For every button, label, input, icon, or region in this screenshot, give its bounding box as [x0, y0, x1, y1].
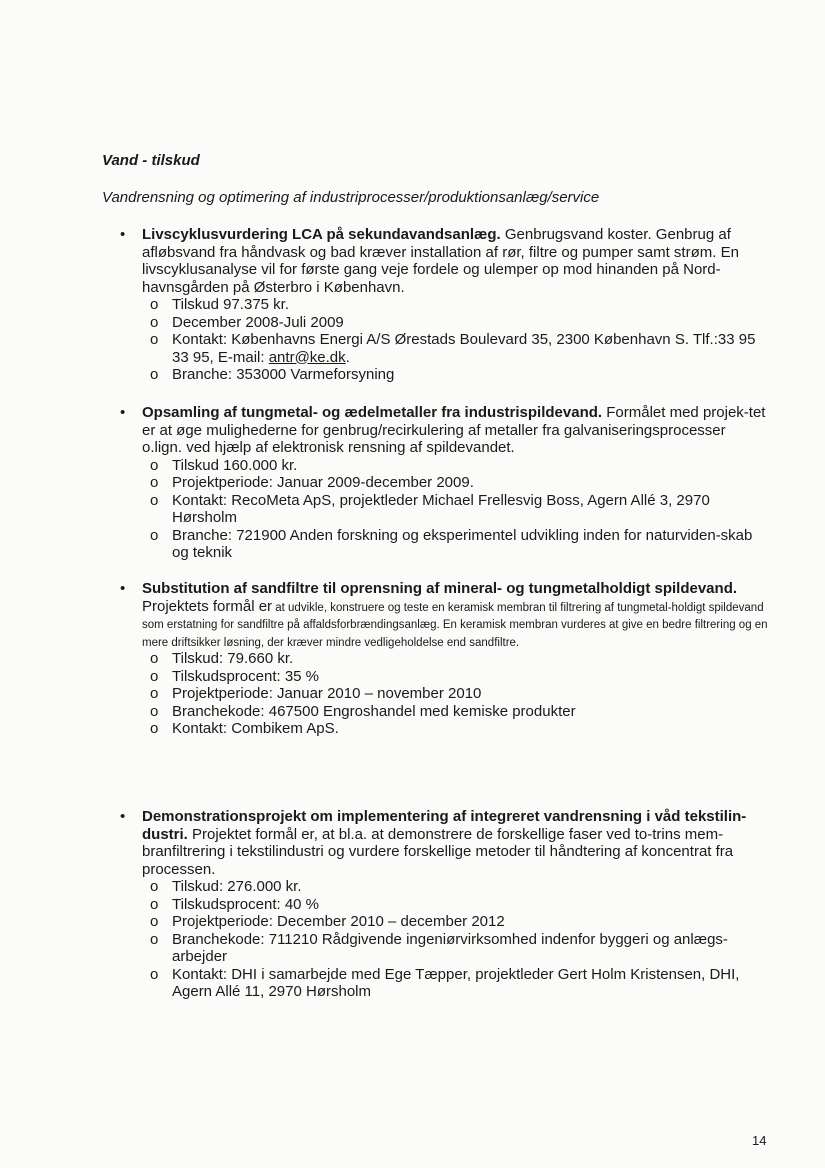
- circle-bullet-icon: o: [150, 456, 159, 474]
- circle-bullet-icon: o: [150, 313, 159, 331]
- list-item: o Projektperiode: December 2010 – december 2012: [150, 913, 505, 930]
- project-1-details: [120, 296, 768, 384]
- circle-bullet-icon: o: [150, 930, 159, 948]
- list-item: o Tilskudsprocent: 40 %: [150, 895, 320, 913]
- project-3-title: Substitution af sandfiltre til oprensning af mineral- og tungmetalholdigt spildevand.: [142, 580, 738, 597]
- circle-bullet-icon: o: [150, 331, 159, 348]
- project-2-details: [120, 457, 768, 562]
- circle-bullet-icon: o: [150, 296, 159, 313]
- circle-bullet-icon: o: [150, 474, 159, 491]
- bullet-icon: •: [120, 580, 126, 597]
- bullet-icon: •: [120, 808, 126, 825]
- list-item: o Tilskud 160.000 kr.: [150, 456, 298, 474]
- list-item: o Projektperiode: Januar 2010 – november 2010: [150, 685, 482, 702]
- project-3: [120, 580, 768, 738]
- circle-bullet-icon: o: [150, 685, 159, 702]
- list-item: o Tilskud 97.375 kr.: [150, 296, 290, 313]
- project-3-details: [120, 650, 768, 738]
- project-4-title: Demonstrationsprojekt om implementering af integreret vandrensning i våd tekstilin-dustri.: [142, 808, 747, 843]
- circle-bullet-icon: o: [150, 878, 159, 895]
- project-2-title: Opsamling af tungmetal- og ædelmetaller fra industrispildevand.: [142, 404, 603, 421]
- list-item: o Kontakt: Københavns Energi A/S Ørestads Boulevard 35, 2300 København S. Tlf.:33 95 33 95, E-mail: antr@ke.dk.: [150, 331, 756, 366]
- section-subheading: Vandrensning og optimering af industriprocesser/produktionsanlæg/service: [102, 189, 600, 206]
- list-item: o Branchekode: 467500 Engroshandel med kemiske produkter: [150, 702, 576, 720]
- circle-bullet-icon: o: [150, 491, 159, 509]
- list-item: o Tilskudsprocent: 35 %: [150, 667, 320, 685]
- list-item: o Tilskud: 79.660 kr.: [150, 650, 294, 667]
- project-1: [120, 226, 768, 384]
- list-item: o Kontakt: Combikem ApS.: [150, 720, 339, 737]
- project-1-summary: [120, 226, 768, 296]
- bullet-icon: •: [120, 404, 126, 421]
- project-3-summary: [120, 580, 768, 650]
- bullet-icon: •: [120, 226, 126, 243]
- project-2-description: Formålet med projek-tet er at øge mulighederne for genbrug/recirkulering af metaller fra galvaniseringsprocesser o.lign. ved hjælp af elektronisk rensning af spildevandet.: [142, 404, 766, 456]
- list-item: o Tilskud: 276.000 kr.: [150, 878, 302, 895]
- circle-bullet-icon: o: [150, 526, 159, 544]
- project-2: [120, 404, 768, 562]
- project-3-description-lead: Projektets formål er: [142, 597, 273, 615]
- project-4: [120, 808, 768, 1001]
- list-item: o Branche: 721900 Anden forskning og eksperimentel udvikling inden for naturviden-skab og teknik: [150, 526, 753, 561]
- project-2-summary: [120, 404, 768, 457]
- circle-bullet-icon: o: [150, 667, 159, 685]
- project-4-description: Projektet formål er, at bl.a. at demonstrere de forskellige faser ved to-trins mem-branfiltrering i tekstilindustri og vurdere forskellige metoder til håndtering af koncentrat fra processen.: [142, 825, 734, 878]
- project-3-description: at udvikle, konstruere og teste en keramisk membran til filtrering af tungmetal-holdigt spildevand som erstatning for sandfiltre på affaldsforbrændingsanlæg. En keramisk membran vurderes at give en bedre filtrering og en mere driftsikker løsning, der kræver mindre vedligeholdelse end sandfiltre.: [142, 601, 768, 649]
- list-item: o December 2008-Juli 2009: [150, 313, 344, 331]
- email-link[interactable]: antr@ke.dk: [268, 348, 346, 366]
- circle-bullet-icon: o: [150, 650, 159, 667]
- project-4-summary: [120, 808, 768, 878]
- list-item: o Kontakt: RecoMeta ApS, projektleder Michael Frellesvig Boss, Agern Allé 3, 2970 Hørsholm: [150, 491, 710, 526]
- circle-bullet-icon: o: [150, 913, 159, 930]
- circle-bullet-icon: o: [150, 895, 159, 913]
- list-item: o Branchekode: 711210 Rådgivende ingeniørvirksomhed indenfor byggeri og anlægs-arbejder: [150, 930, 728, 965]
- list-item: o Projektperiode: Januar 2009-december 2009.: [150, 474, 474, 491]
- circle-bullet-icon: o: [150, 366, 159, 383]
- project-1-description: Genbrugsvand koster. Genbrug af afløbsvand fra håndvask og bad kræver installation af rør, filtre og pumper samt strøm. En livscyklusanalyse vil for første gang veje fordele og ulemper op mod hinanden på Nord-havnsgården på Østerbro i København.: [142, 226, 739, 296]
- section-heading: Vand - tilskud: [102, 152, 200, 169]
- page-number: 14: [752, 1133, 767, 1148]
- circle-bullet-icon: o: [150, 965, 159, 983]
- circle-bullet-icon: o: [150, 702, 159, 720]
- list-item: o Kontakt: DHI i samarbejde med Ege Tæpper, projektleder Gert Holm Kristensen, DHI, Agern Allé 11, 2970 Hørsholm: [150, 965, 740, 1000]
- circle-bullet-icon: o: [150, 720, 159, 737]
- list-item: o Branche: 353000 Varmeforsyning: [150, 366, 395, 383]
- project-1-title: Livscyklusvurdering LCA på sekundavandsanlæg.: [142, 226, 501, 243]
- project-4-details: [120, 878, 768, 1001]
